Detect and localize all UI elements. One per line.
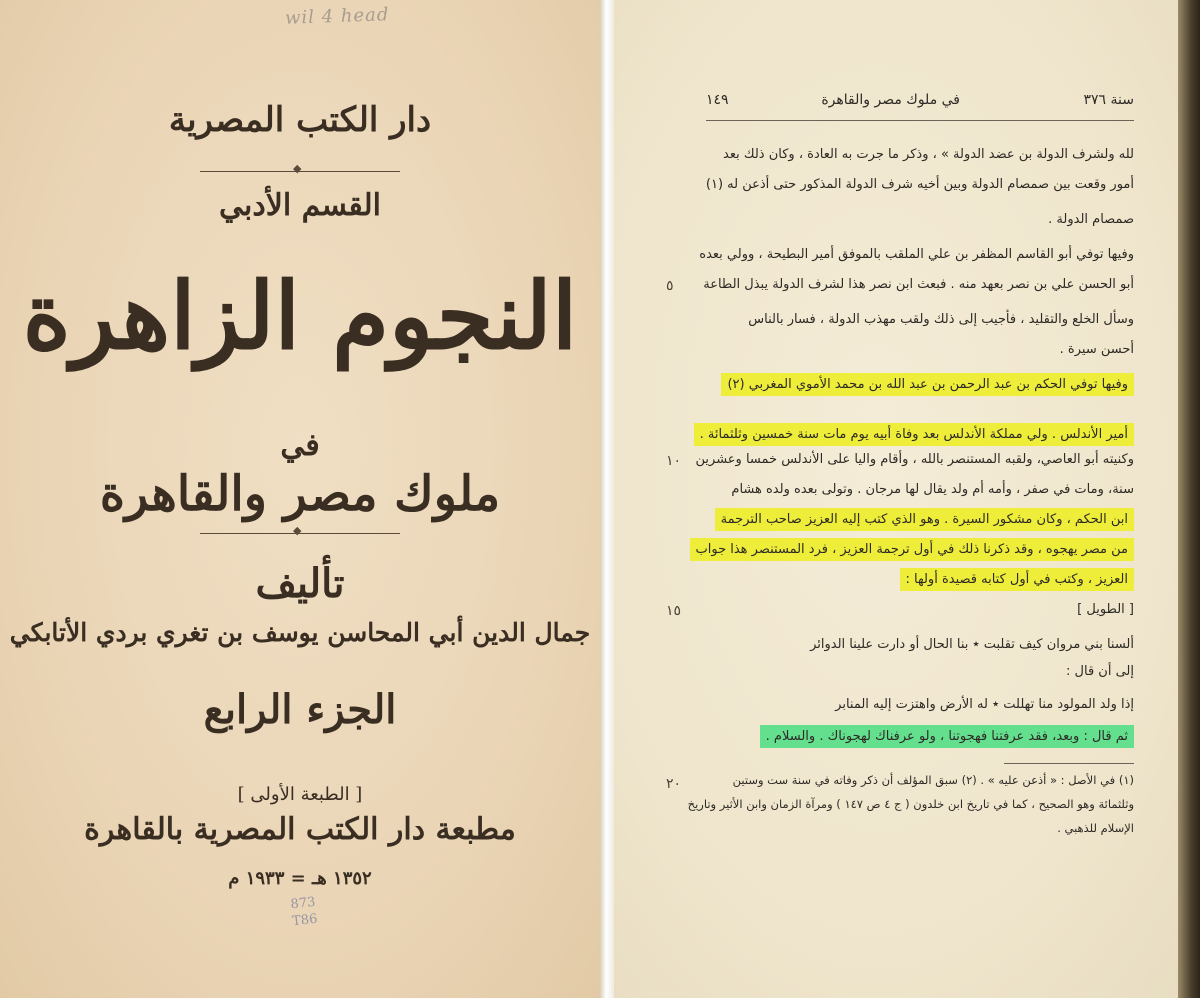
text-line: [706, 140, 1134, 170]
text-line: [695, 445, 1134, 475]
press-name: مطبعة دار الكتب المصرية بالقاهرة: [84, 812, 516, 847]
line-text: أبو الحسن علي بن نصر بعهد منه . فبعث ابن نصر هذا لشرف الدولة يبذل الطاعة: [703, 277, 1134, 292]
line-text: [ الطويل ]: [1077, 602, 1134, 617]
highlighted-text: العزيز ، وكتب في أول كتابه قصيدة أولها :: [900, 568, 1135, 591]
book-subtitle: ملوك مصر والقاهرة: [99, 466, 501, 522]
volume-label: الجزء الرابع: [203, 686, 397, 733]
text-line: [706, 722, 1134, 752]
author-name: جمال الدين أبي المحاسن يوسف بن تغري بردي الأتابكي: [9, 618, 591, 647]
line-text: وكنيته أبو العاصي، ولقبه المستنصر بالله ، وأقام واليا على الأندلس خمسا وعشرين: [695, 452, 1134, 467]
line-number: ١٥: [666, 603, 682, 619]
text-line: [699, 240, 1134, 270]
footnote-rule: [1004, 763, 1134, 764]
page-gutter: [600, 0, 614, 998]
running-header: [614, 92, 1200, 116]
text-line: [706, 690, 1134, 720]
text-line: [706, 565, 1134, 595]
edition-label: [ الطبعة الأولى ]: [237, 784, 363, 805]
section-label: القسم الأدبي: [219, 188, 381, 223]
highlighted-text: وفيها توفي الحكم بن عبد الرحمن بن عبد الله بن محمد الأموي المغربي (٢): [721, 373, 1134, 396]
page-number: ١٤٩: [706, 92, 729, 108]
book-title: النجوم الزاهرة: [22, 262, 578, 370]
text-line: [706, 657, 1134, 687]
highlighted-text: من مصر يهجوه ، وقد ذكرنا ذلك في أول ترجمة العزيز ، فرد المستنصر هذا جواب: [690, 538, 1134, 561]
line-number: ٥: [666, 278, 674, 294]
text-page: [614, 0, 1200, 998]
line-text: وفيها توفي أبو القاسم المظفر بن علي الملقب بالموفق أمير البطيحة ، وولي بعده: [699, 247, 1134, 262]
line-text: لله ولشرف الدولة بن عضد الدولة » ، وذكر ما جرت به العادة ، وكان ذلك بعد: [723, 147, 1134, 162]
line-number: ١٠: [666, 453, 682, 469]
ornament-divider: [200, 530, 400, 538]
header-rule: [706, 120, 1134, 121]
line-text: صمصام الدولة .: [1048, 212, 1134, 227]
header-title: في ملوك مصر والقاهرة: [821, 92, 960, 108]
text-line: [706, 505, 1134, 535]
text-line: [706, 630, 1134, 660]
publisher-name: دار الكتب المصرية: [168, 100, 432, 140]
line-number: ٢٠: [666, 776, 682, 792]
library-call-number: 873 T86: [289, 894, 319, 930]
highlighted-text: أمير الأندلس . ولي مملكة الأندلس بعد وفاة أبيه يوم مات سنة خمسين وثلثمائة .: [694, 423, 1134, 446]
imprint-date: ١٣٥٢ هـ = ١٩٣٣ م: [228, 868, 372, 889]
line-text: سنة، ومات في صفر ، وأمه أم ولد يقال لها مرجان . وتولى بعده ولده هشام: [731, 482, 1134, 497]
highlighted-text: ثم قال : وبعد، فقد عرفتنا فهجوتنا ، ولو عرفناك لهجوناك . والسلام .: [760, 725, 1134, 748]
header-year: سنة ٣٧٦: [1083, 92, 1134, 108]
text-line: [706, 170, 1134, 200]
footnote-line: الإسلام للذهبي .: [1057, 821, 1134, 835]
line-text: وسأل الخلع والتقليد ، فأجيب إلى ذلك ولقب مهذب الدولة ، فسار بالناس: [748, 312, 1134, 327]
text-line: [706, 595, 1134, 625]
book-spine-edge: [1178, 0, 1200, 998]
text-line: [703, 270, 1134, 300]
highlighted-text: ابن الحكم ، وكان مشكور السيرة . وهو الذي كتب إليه العزيز صاحب الترجمة: [715, 508, 1134, 531]
line-text: إلى أن قال :: [1066, 664, 1134, 679]
line-text: ألسنا بني مروان كيف تقلبت ٭ بنا الحال أو دارت علينا الدوائر: [810, 637, 1134, 652]
title-conjunction: في: [280, 428, 320, 463]
pencil-annotation: wil 4 head: [284, 4, 390, 29]
text-line: [706, 475, 1134, 505]
footnote-line: (١) في الأصل : « أذعن عليه » . (٢) سبق المؤلف أن ذكر وفاته في سنة ست وستين: [732, 773, 1134, 787]
text-line: [706, 335, 1134, 365]
line-text: إذا ولد المولود منا تهللت ٭ له الأرض واهتزت إليه المنابر: [835, 697, 1134, 712]
text-line: [706, 205, 1134, 235]
authorship-label: تأليف: [255, 560, 345, 607]
line-text: أمور وقعت بين صمصام الدولة وبين أخيه شرف الدولة المذكور حتى أذعن له (١): [705, 177, 1134, 192]
line-text: أحسن سيرة .: [1059, 342, 1134, 357]
footnote-line: وثلثمائة وهو الصحيح ، كما في تاريخ ابن خلدون ( ج ٤ ص ١٤٧ ) ومرآة الزمان وابن الأثير وتاريخ: [687, 797, 1134, 811]
text-line: [706, 370, 1134, 400]
text-line: [695, 535, 1134, 565]
ornament-divider: [200, 168, 400, 176]
text-line: [706, 305, 1134, 335]
